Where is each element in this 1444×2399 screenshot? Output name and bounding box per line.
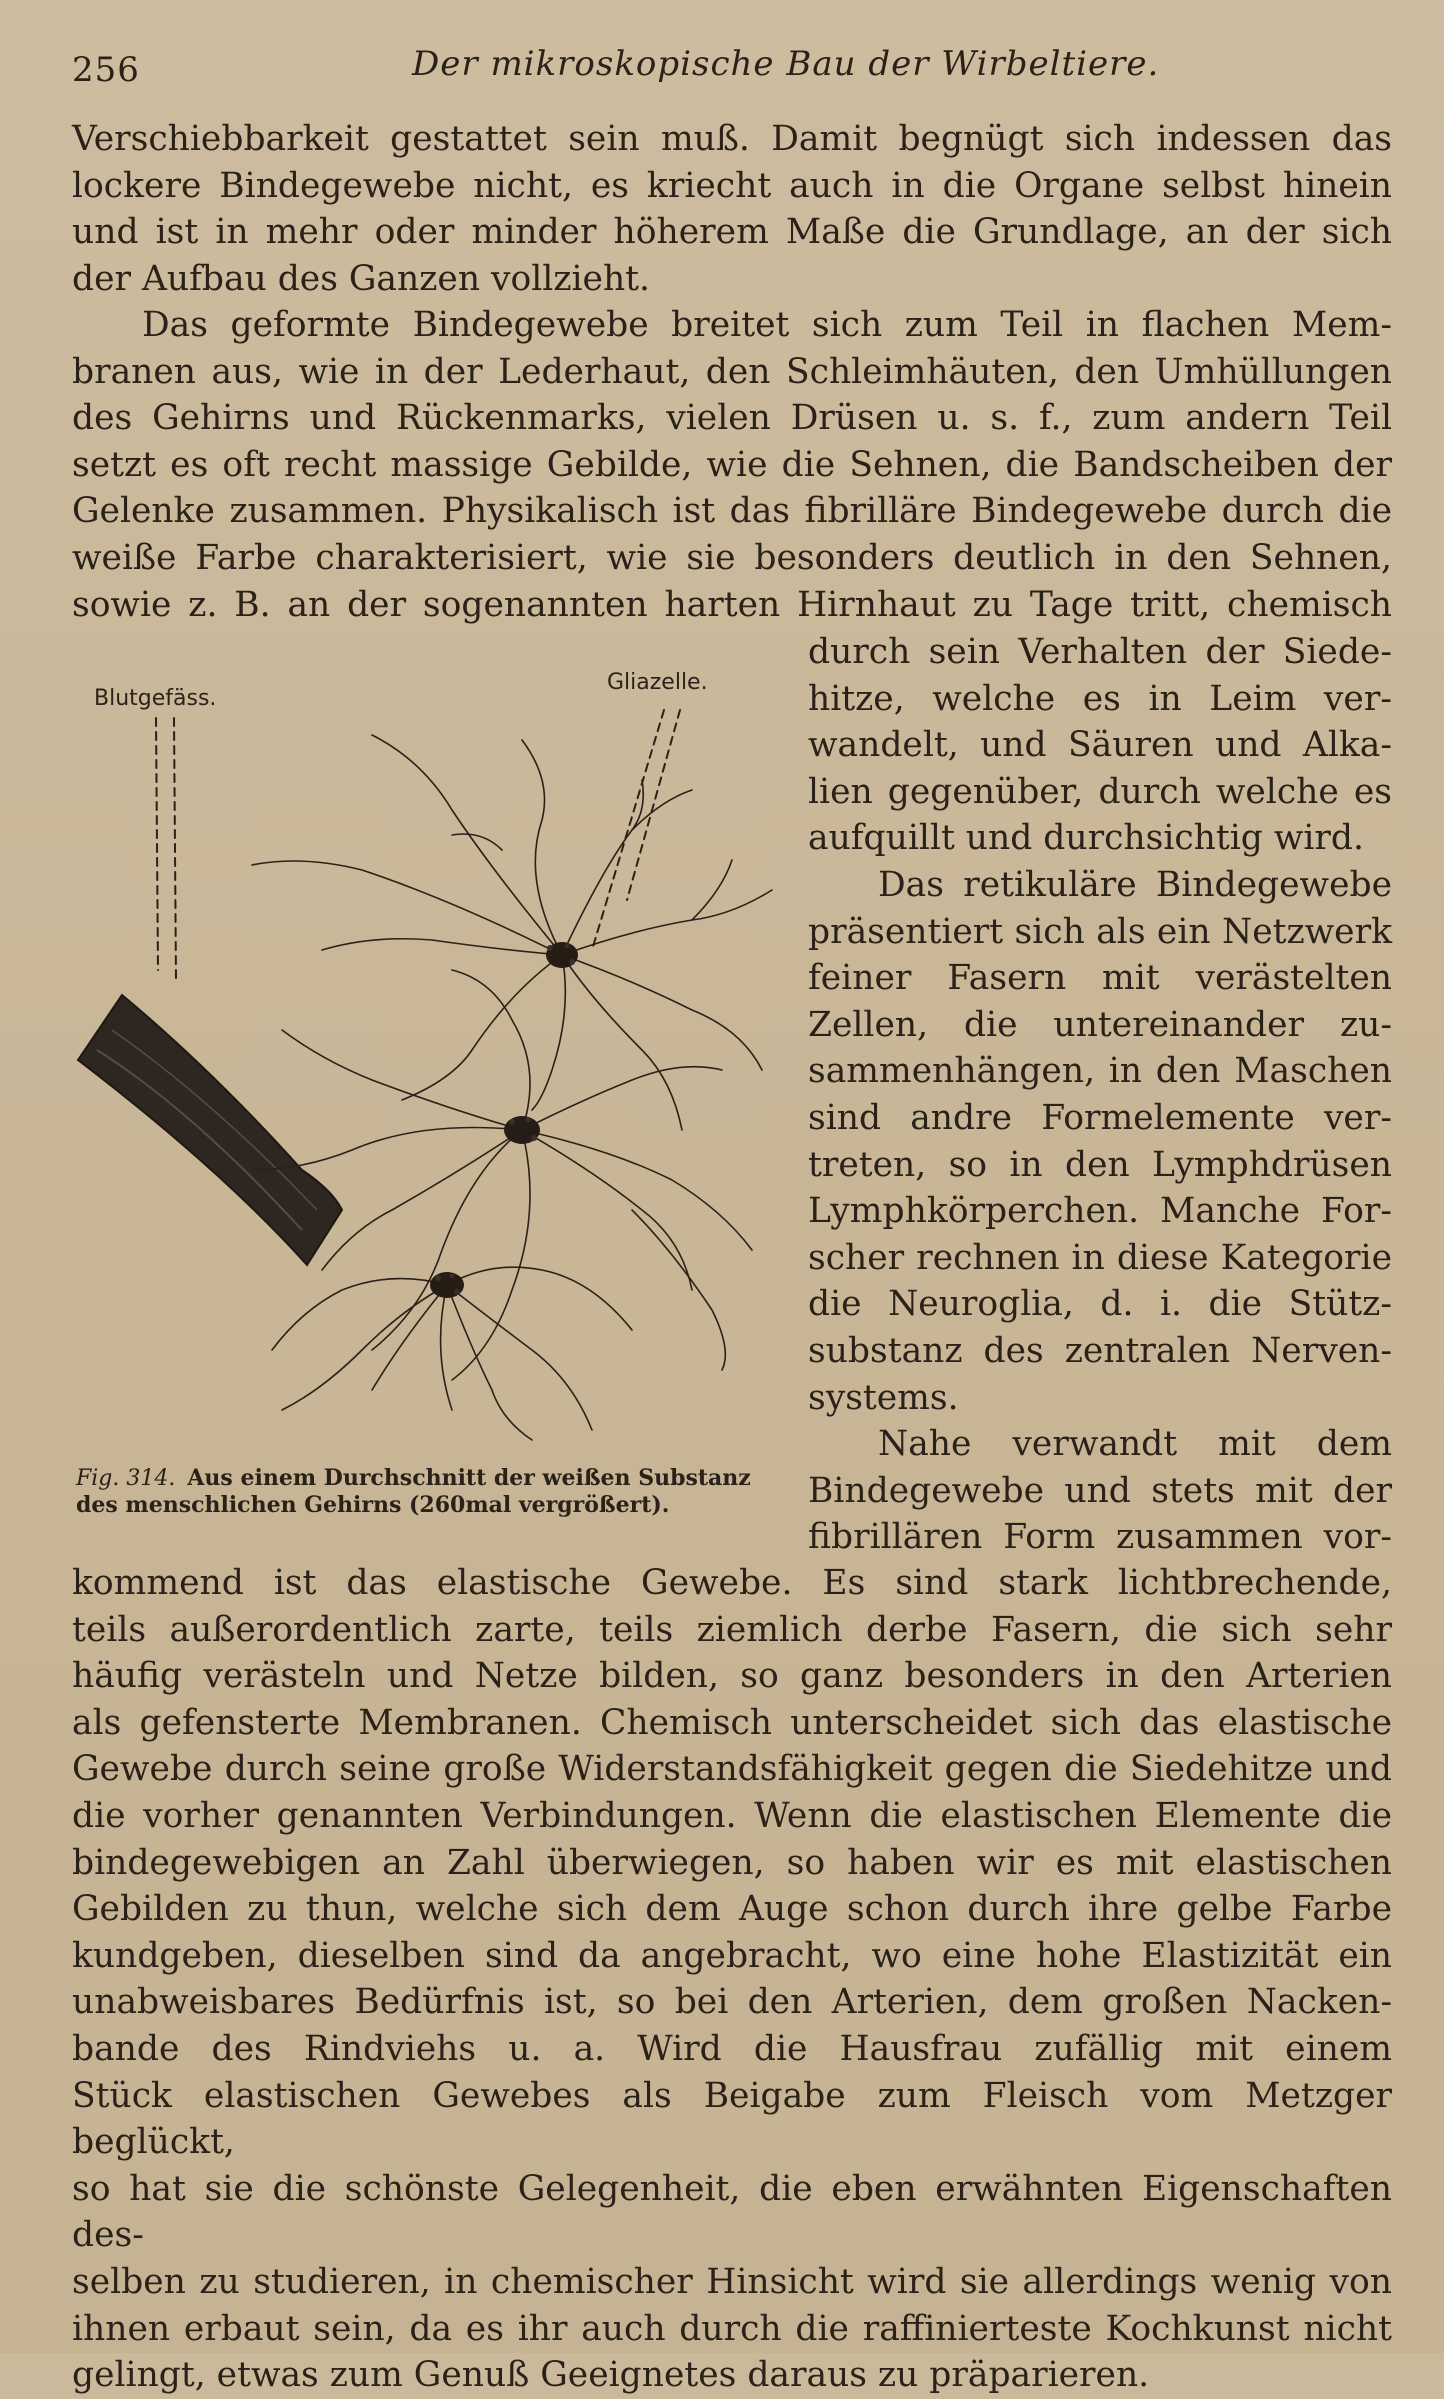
text-line: Gewebe durch seine große Widerstandsfähigkeit gegen die Siedehitze und <box>72 1749 1392 1790</box>
text-line: als gefensterte Membranen. Chemisch unterscheidet sich das elastische <box>72 1702 1392 1743</box>
text-line: wandelt, und Säuren und Alka- <box>808 725 1392 766</box>
text-line: teils außerordentlich zarte, teils ziemlich derbe Fasern, die sich sehr <box>72 1609 1392 1650</box>
text-line: und ist in mehr oder minder höherem Maße die Grundlage, an der sich <box>72 212 1392 253</box>
text-line: lien gegenüber, durch welche es <box>808 771 1392 812</box>
text-line: hitze, welche es in Leim ver- <box>808 678 1392 719</box>
paragraph-elastic-tissue <box>72 1560 1392 2399</box>
text-line: systems. <box>808 1377 959 1418</box>
text-line: häufig verästeln und Netze bilden, so ganz besonders in den Arterien <box>72 1656 1392 1697</box>
paragraph-formed-connective-tissue <box>72 302 1392 628</box>
text-line: weiße Farbe charakterisiert, wie sie besonders deutlich in den Sehnen, <box>72 537 1392 578</box>
text-line: Das retikuläre Bindegewebe <box>878 864 1392 905</box>
text-line: Verschiebbarkeit gestattet sein muß. Damit begnügt sich indessen das <box>72 119 1392 159</box>
caption-text: Aus einem Durchschnitt der weißen Substanz des menschlichen Gehirns (260mal vergrößert). <box>76 1465 751 1518</box>
text-line: des Gehirns und Rückenmarks, vielen Drüsen u. s. f., zum andern Teil <box>72 398 1392 439</box>
text-line: bindegewebigen an Zahl überwiegen, so haben wir es mit elastischen <box>72 1842 1392 1883</box>
figure-number: Fig. 314. <box>76 1466 176 1491</box>
paragraph-continuation <box>72 116 1392 302</box>
text-line: ihnen erbaut sein, da es ihr auch durch die raffinierteste Kochkunst nicht <box>72 2308 1392 2349</box>
text-line: sammenhängen, in den Maschen <box>808 1051 1392 1092</box>
text-line: so hat sie die schönste Gelegenheit, die eben erwähnten Eigenschaften des- <box>72 2168 1392 2256</box>
text-line: Zellen, die untereinander zu- <box>808 1004 1392 1045</box>
text-line: kundgeben, dieselben sind da angebracht, wo eine hohe Elastizität ein <box>72 1935 1392 1976</box>
text-line: der Aufbau des Ganzen vollzieht. <box>72 258 651 299</box>
text-line: Gebilden zu thun, welche sich dem Auge schon durch ihre gelbe Farbe <box>72 1889 1392 1930</box>
text-line: die Neuroglia, d. i. die Stütz- <box>808 1284 1392 1325</box>
text-line: Nahe verwandt mit dem <box>878 1424 1392 1465</box>
text-line: fibrillären Form zusammen vor- <box>808 1517 1392 1558</box>
label-glia-cell: Gliazelle. <box>607 670 708 695</box>
text-line: Bindegewebe und stets mit der <box>808 1470 1392 1511</box>
text-line: treten, so in den Lymphdrüsen <box>808 1144 1392 1185</box>
text-line: substanz des zentralen Nerven- <box>808 1330 1392 1371</box>
right-text-column <box>808 629 1392 1561</box>
text-line: präsentiert sich als ein Netzwerk <box>808 911 1392 952</box>
text-line: sind andre Formelemente ver- <box>808 1097 1392 1138</box>
text-line: Das geformte Bindegewebe breitet sich zum Teil in flachen Mem- <box>142 305 1392 345</box>
text-line: lockere Bindegewebe nicht, es kriecht auch in die Organe selbst hinein <box>72 165 1392 206</box>
text-line: Stück elastischen Gewebes als Beigabe zum Fleisch vom Metzger beglückt, <box>72 2075 1392 2163</box>
page-number: 256 <box>72 50 140 90</box>
label-blood-vessel: Blutgefäss. <box>94 686 217 711</box>
text-line: unabweisbares Bedürfnis ist, so bei den Arterien, dem großen Nacken- <box>72 1982 1392 2023</box>
text-line: die vorher genannten Verbindungen. Wenn die elastischen Elemente die <box>72 1795 1392 1836</box>
text-line: gelingt, etwas zum Genuß Geeignetes daraus zu präparieren. <box>72 2355 1150 2396</box>
text-line: scher rechnen in diese Kategorie <box>808 1237 1392 1278</box>
text-line: setzt es oft recht massige Gebilde, wie die Sehnen, die Bandscheiben der <box>72 444 1392 485</box>
text-line: Lymphkörperchen. Manche For- <box>808 1191 1392 1232</box>
text-line: sowie z. B. an der sogenannten harten Hirnhaut zu Tage tritt, chemisch <box>72 584 1392 625</box>
text-line: branen aus, wie in der Lederhaut, den Schleimhäuten, den Umhüllungen <box>72 351 1392 392</box>
text-line: selben zu studieren, in chemischer Hinsicht wird sie allerdings wenig von <box>72 2261 1392 2302</box>
text-line: bande des Rindviehs u. a. Wird die Hausfrau zufällig mit einem <box>72 2028 1392 2069</box>
running-title: Der mikroskopische Bau der Wirbeltiere. <box>412 44 1160 84</box>
figure-caption <box>76 1465 786 1519</box>
text-line: Gelenke zusammen. Physikalisch ist das fibrilläre Bindegewebe durch die <box>72 491 1392 532</box>
text-line: kommend ist das elastische Gewebe. Es sind stark lichtbrechende, <box>72 1563 1392 1603</box>
text-line: durch sein Verhalten der Siede- <box>808 632 1392 672</box>
neuroglia-illustration <box>72 650 792 1450</box>
text-line: aufquillt und durchsichtig wird. <box>808 818 1364 859</box>
page-header <box>72 28 1392 98</box>
figure-brain-section <box>72 650 792 1450</box>
text-line: feiner Fasern mit verästelten <box>808 958 1392 999</box>
